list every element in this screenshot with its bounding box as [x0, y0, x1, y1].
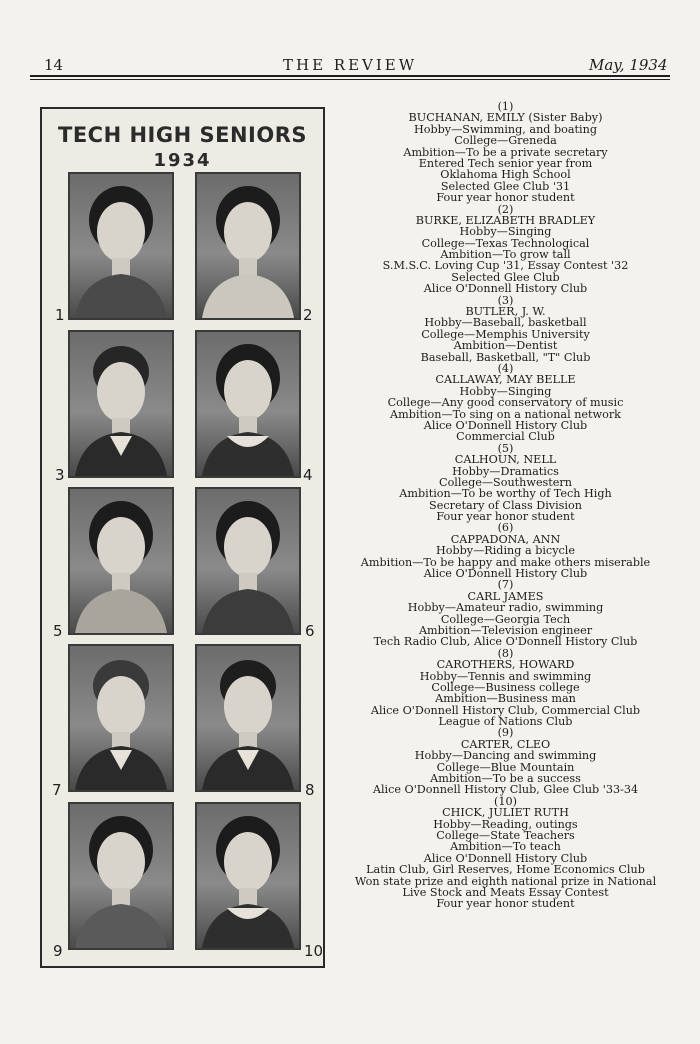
entry-detail: Alice O'Donnell History Club [423, 418, 588, 432]
photo-label: 2 [303, 306, 313, 324]
senior-photo [68, 330, 174, 478]
entry-detail: Alice O'Donnell History Club [423, 282, 588, 296]
entry-number: (10) [494, 794, 517, 808]
senior-photo [68, 802, 174, 950]
entry-detail: Ambition—To be worthy of Tech High [399, 487, 612, 501]
entry-number: (4) [497, 361, 514, 375]
entry-number: (7) [497, 578, 514, 592]
senior-photo [195, 644, 301, 792]
entry-name: BURKE, ELIZABETH BRADLEY [415, 213, 596, 227]
entry-name: CARTER, CLEO [460, 737, 551, 751]
header-rule-thin [30, 79, 670, 80]
entry-number: (6) [497, 521, 514, 535]
entry-number: (5) [497, 441, 514, 455]
senior-photo [195, 172, 301, 320]
entry-detail: Alice O'Donnell History Club, Glee Club '33-34 [372, 783, 639, 797]
senior-photo [195, 802, 301, 950]
entry-detail: College—Memphis University [421, 327, 590, 341]
photo-label: 6 [305, 622, 315, 640]
entry-detail: Live Stock and Meats Essay Contest [402, 885, 609, 899]
senior-entry [351, 101, 660, 204]
entry-name: CHICK, JULIET RUTH [442, 806, 569, 820]
entry-number: (1) [497, 100, 514, 113]
entry-name: CAROTHERS, HOWARD [436, 658, 575, 672]
entry-name: CAPPADONA, ANN [450, 532, 561, 546]
entry-detail: College—Greneda [454, 134, 557, 148]
entry-name: BUTLER, J. W. [465, 305, 546, 319]
entry-detail: College—Any good conservatory of music [387, 396, 624, 410]
entry-detail: Hobby—Reading, outings [433, 817, 578, 831]
entry-detail: Baseball, Basketball, "T" Club [420, 350, 591, 364]
photo-label: 8 [305, 781, 315, 799]
entry-number: (2) [497, 202, 514, 216]
entry-name: BUCHANAN, EMILY (Sister Baby) [408, 111, 603, 125]
entry-detail: Four year honor student [436, 510, 575, 524]
senior-entry [351, 796, 660, 910]
issue-date: May, 1934 [589, 56, 668, 74]
entry-detail: Hobby—Riding a bicycle [435, 544, 575, 558]
entry-detail: Hobby—Baseball, basketball [424, 316, 587, 330]
entry-detail: Oklahoma High School [440, 168, 571, 182]
entry-detail: Alice O'Donnell History Club [423, 567, 588, 581]
entry-detail: S.M.S.C. Loving Cup '31, Essay Contest '32 [382, 259, 629, 273]
senior-photo [195, 330, 301, 478]
photo-label: 4 [303, 466, 313, 484]
entry-detail: Won state prize and eighth national prize in National [354, 874, 657, 888]
senior-entry [351, 522, 660, 579]
entry-detail: Hobby—Singing [459, 384, 552, 398]
entry-detail: Ambition—To be happy and make others miserable [360, 555, 651, 569]
entry-detail: Latin Club, Girl Reserves, Home Economics Club [366, 863, 645, 877]
photo-label: 3 [55, 466, 65, 484]
header-rule-thick [30, 75, 670, 77]
entry-detail: Ambition—To grow tall [440, 248, 571, 262]
senior-entry [351, 648, 660, 728]
journal-title: THE REVIEW [283, 56, 418, 74]
senior-biographies [351, 101, 660, 910]
entry-detail: College—Georgia Tech [440, 612, 571, 626]
entry-detail: Alice O'Donnell History Club, Commercial Club [370, 703, 641, 717]
entry-detail: Ambition—Dentist [453, 339, 558, 353]
photo-label: 1 [55, 306, 65, 324]
senior-entry [351, 295, 660, 363]
entry-detail: Tech Radio Club, Alice O'Donnell History Club [373, 635, 638, 649]
panel-year: 1934 [153, 150, 212, 171]
entry-detail: League of Nations Club [438, 715, 573, 729]
entry-detail: College—Blue Mountain [436, 760, 575, 774]
entry-detail: Commercial Club [456, 430, 555, 444]
entry-detail: Hobby—Tennis and swimming [419, 669, 592, 683]
entry-detail: Ambition—To sing on a national network [390, 407, 621, 421]
entry-detail: Four year honor student [436, 191, 575, 205]
entry-detail: Hobby—Swimming, and boating [413, 122, 597, 136]
entry-detail: Secretary of Class Division [429, 498, 582, 512]
senior-entry [351, 727, 660, 795]
entry-detail: Entered Tech senior year from [418, 156, 593, 170]
entry-detail: Hobby—Dramatics [452, 464, 559, 478]
entry-detail: Selected Glee Club [451, 270, 560, 284]
entry-detail: Four year honor student [436, 897, 575, 911]
entry-number: (3) [497, 293, 514, 307]
senior-photo [68, 172, 174, 320]
entry-detail: College—Business college [431, 680, 580, 694]
entry-number: (8) [497, 646, 514, 660]
entry-detail: Ambition—To be a success [430, 772, 581, 786]
photo-label: 10 [304, 942, 324, 960]
photo-label: 5 [53, 622, 63, 640]
entry-detail: Hobby—Dancing and swimming [414, 749, 597, 763]
panel-title: TECH HIGH SENIORS [58, 123, 307, 147]
page-number: 14 [44, 56, 64, 74]
entry-detail: College—Southwestern [439, 475, 572, 489]
entry-name: CALLAWAY, MAY BELLE [435, 373, 576, 387]
entry-detail: Ambition—Television engineer [418, 623, 593, 637]
senior-photo [68, 644, 174, 792]
senior-entry [351, 363, 660, 443]
entry-detail: Selected Glee Club '31 [440, 179, 571, 193]
entry-detail: Ambition—To teach [450, 840, 561, 854]
senior-photo [68, 487, 174, 635]
photo-label: 7 [52, 781, 62, 799]
entry-name: CALHOUN, NELL [454, 453, 557, 467]
entry-detail: Alice O'Donnell History Club [423, 851, 588, 865]
entry-detail: Hobby—Amateur radio, swimming [407, 601, 604, 615]
entry-name: CARL JAMES [467, 589, 544, 603]
entry-detail: Ambition—To be a private secretary [403, 145, 608, 159]
entry-detail: College—Texas Technological [421, 236, 590, 250]
page-header [0, 56, 700, 76]
entry-detail: Ambition—Business man [435, 692, 576, 706]
senior-entry [351, 443, 660, 523]
senior-entry [351, 204, 660, 295]
entry-detail: College—State Teachers [436, 829, 575, 842]
entry-number: (9) [497, 726, 514, 740]
photo-label: 9 [53, 942, 63, 960]
entry-detail: Hobby—Singing [459, 225, 552, 239]
senior-photo [195, 487, 301, 635]
photo-panel [40, 107, 325, 968]
senior-entry [351, 579, 660, 647]
